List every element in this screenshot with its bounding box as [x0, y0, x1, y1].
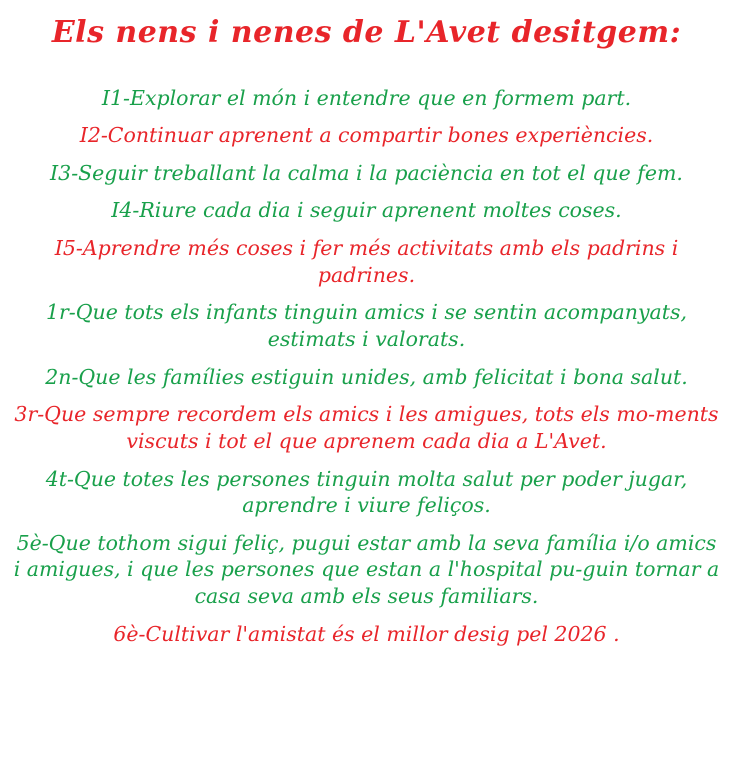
list-item: 3r-Que sempre recordem els amics i les amigues, tots els mo-ments viscuts i tot el que aprenem cada dia a L'Avet.	[14, 402, 726, 453]
list-item: I2-Continuar aprenent a compartir bones experiències.	[79, 123, 654, 148]
list-item: 2n-Que les famílies estiguin unides, amb felicitat i bona salut.	[45, 364, 688, 389]
list-item: I1-Explorar el món i entendre que en formem part.	[101, 85, 632, 110]
page-title: Els nens i nenes de L'Avet desitgem:	[51, 15, 682, 50]
list-item: 6è-Cultivar l'amistat és el millor desig pel 2026 .	[113, 621, 620, 646]
list-item: 1r-Que tots els infants tinguin amics i se sentin acompanyats, estimats i valorats.	[45, 300, 694, 351]
list-item: I3-Seguir treballant la calma i la paciència en tot el que fem.	[50, 160, 683, 185]
wish-list	[0, 85, 733, 648]
list-item: 5è-Que tothom sigui feliç, pugui estar amb la seva família i/o amics i amigues, i que les persones que estan a l'hospital pu-guin tornar a casa seva amb els seus familiars.	[13, 530, 726, 609]
list-item: I5-Aprendre més coses i fer més activitats amb els padrins i padrines.	[54, 236, 685, 287]
list-item: I4-Riure cada dia i seguir aprenent moltes coses.	[111, 198, 622, 223]
list-item: 4t-Que totes les persones tinguin molta salut per poder jugar, aprendre i viure feliços.	[45, 466, 694, 518]
